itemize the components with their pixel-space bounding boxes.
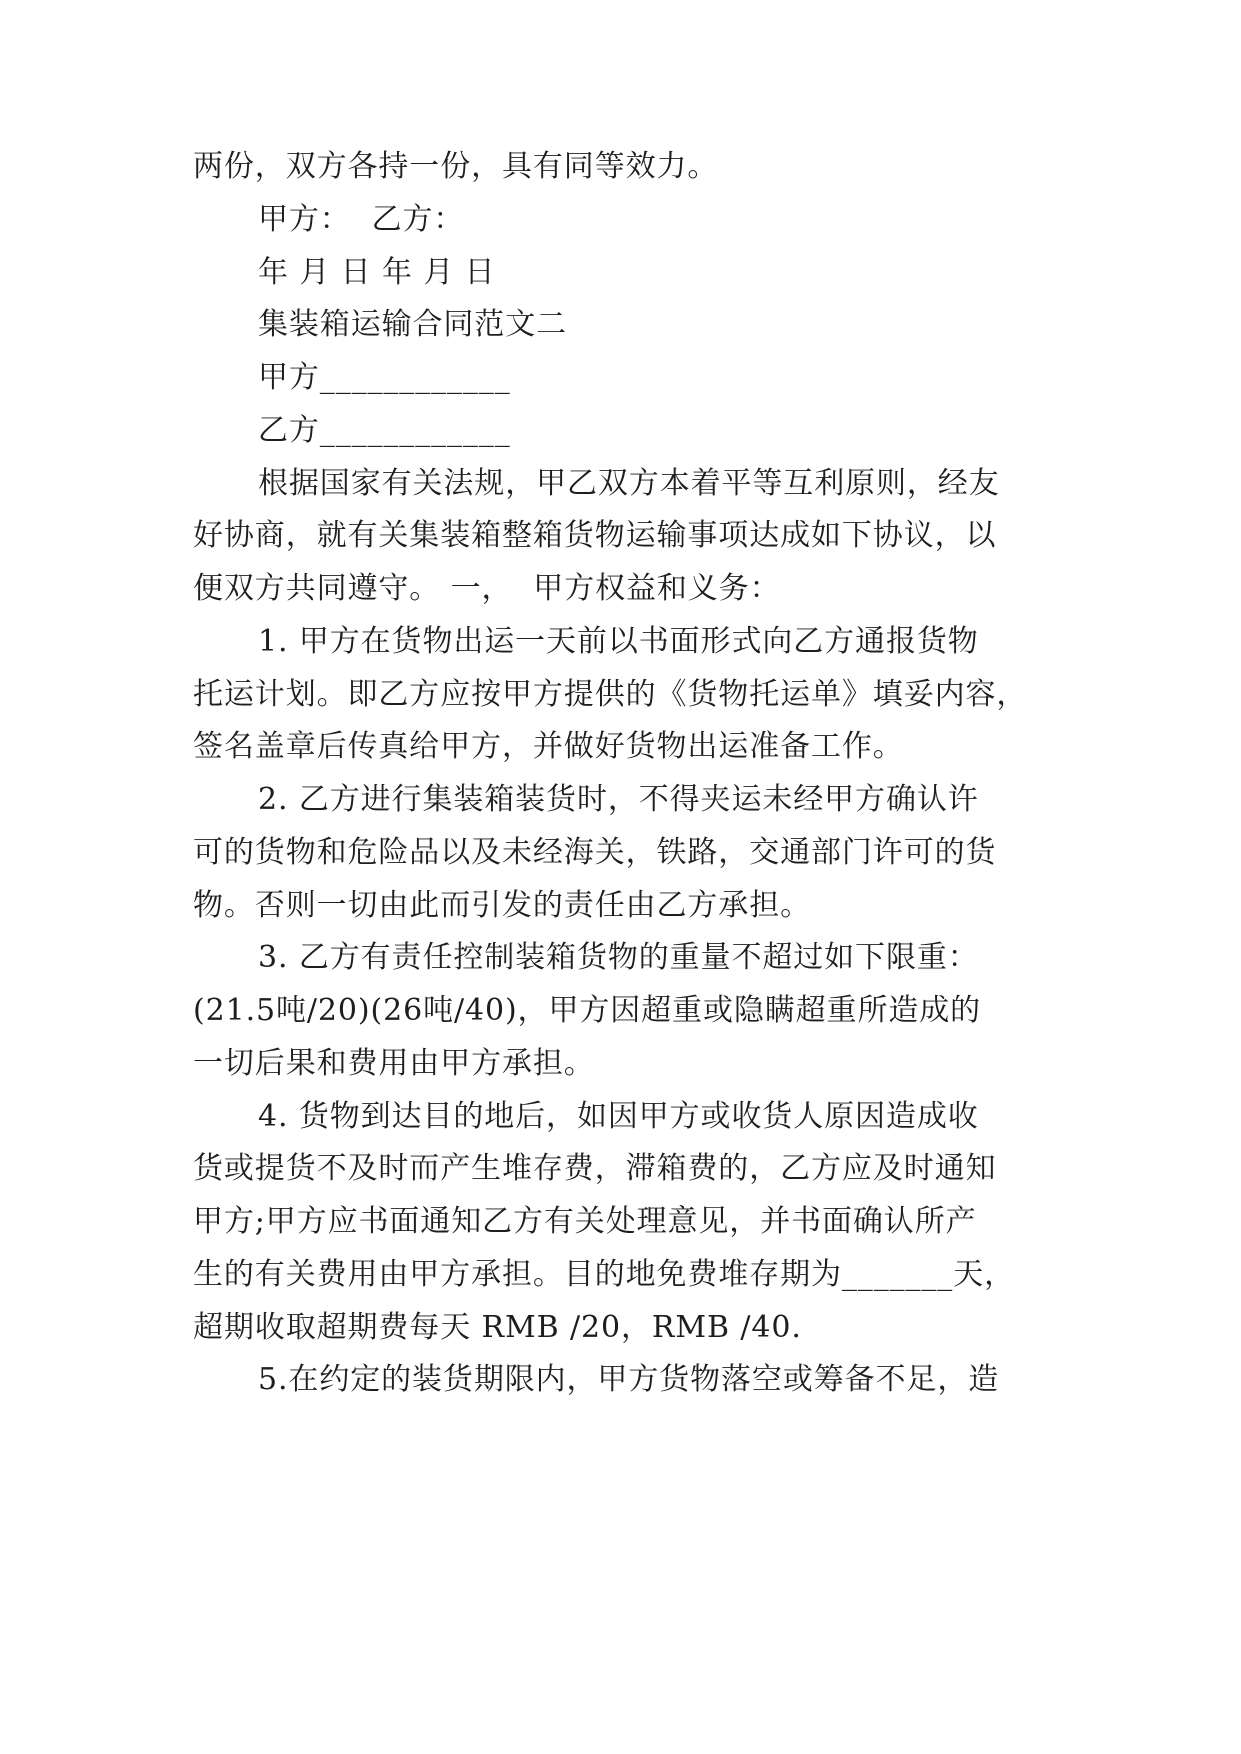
text-line: 可的货物和危险品以及未经海关，铁路，交通部门许可的货 — [193, 835, 997, 870]
text-line: 货或提货不及时而产生堆存费，滞箱费的，乙方应及时通知 — [193, 1151, 997, 1186]
text-line: 好协商，就有关集装箱整箱货物运输事项达成如下协议，以 — [193, 518, 997, 553]
text-line: 甲方____________ — [258, 360, 511, 395]
text-line: 集装箱运输合同范文二 — [258, 307, 567, 342]
text-line: 甲方： 乙方： — [258, 202, 465, 237]
text-line: 年 月 日 年 月 日 — [258, 255, 496, 290]
text-line: 3. 乙方有责任控制装箱货物的重量不超过如下限重： — [258, 940, 979, 975]
text-line: 生的有关费用由甲方承担。目的地免费堆存期为_______天， — [193, 1257, 1015, 1292]
text-line: 5.在约定的装货期限内，甲方货物落空或筹备不足，造 — [258, 1362, 1000, 1397]
text-line: 4. 货物到达目的地后，如因甲方或收货人原因造成收 — [258, 1099, 979, 1134]
text-line: 超期收取超期费每天 RMB /20，RMB /40. — [193, 1310, 802, 1345]
text-line: 根据国家有关法规，甲乙双方本着平等互利原则，经友 — [258, 466, 1000, 501]
text-line: 签名盖章后传真给甲方，并做好货物出运准备工作。 — [193, 729, 904, 764]
text-line: 1. 甲方在货物出运一天前以书面形式向乙方通报货物 — [258, 624, 979, 659]
text-line: 一切后果和费用由甲方承担。 — [193, 1046, 595, 1081]
text-line: 托运计划。即乙方应按甲方提供的《货物托运单》填妥内容， — [193, 677, 1028, 712]
text-line: 物。否则一切由此而引发的责任由乙方承担。 — [193, 888, 811, 923]
text-line: (21.5吨/20)(26吨/40)，甲方因超重或隐瞒超重所造成的 — [193, 993, 982, 1028]
text-line: 甲方;甲方应书面通知乙方有关处理意见，并书面确认所产 — [193, 1204, 977, 1239]
text-line: 两份，双方各持一份，具有同等效力。 — [193, 149, 719, 184]
text-line: 乙方____________ — [258, 413, 511, 448]
text-line: 2. 乙方进行集装箱装货时，不得夹运未经甲方确认许 — [258, 782, 979, 817]
text-line: 便双方共同遵守。 一， 甲方权益和义务： — [193, 571, 781, 606]
